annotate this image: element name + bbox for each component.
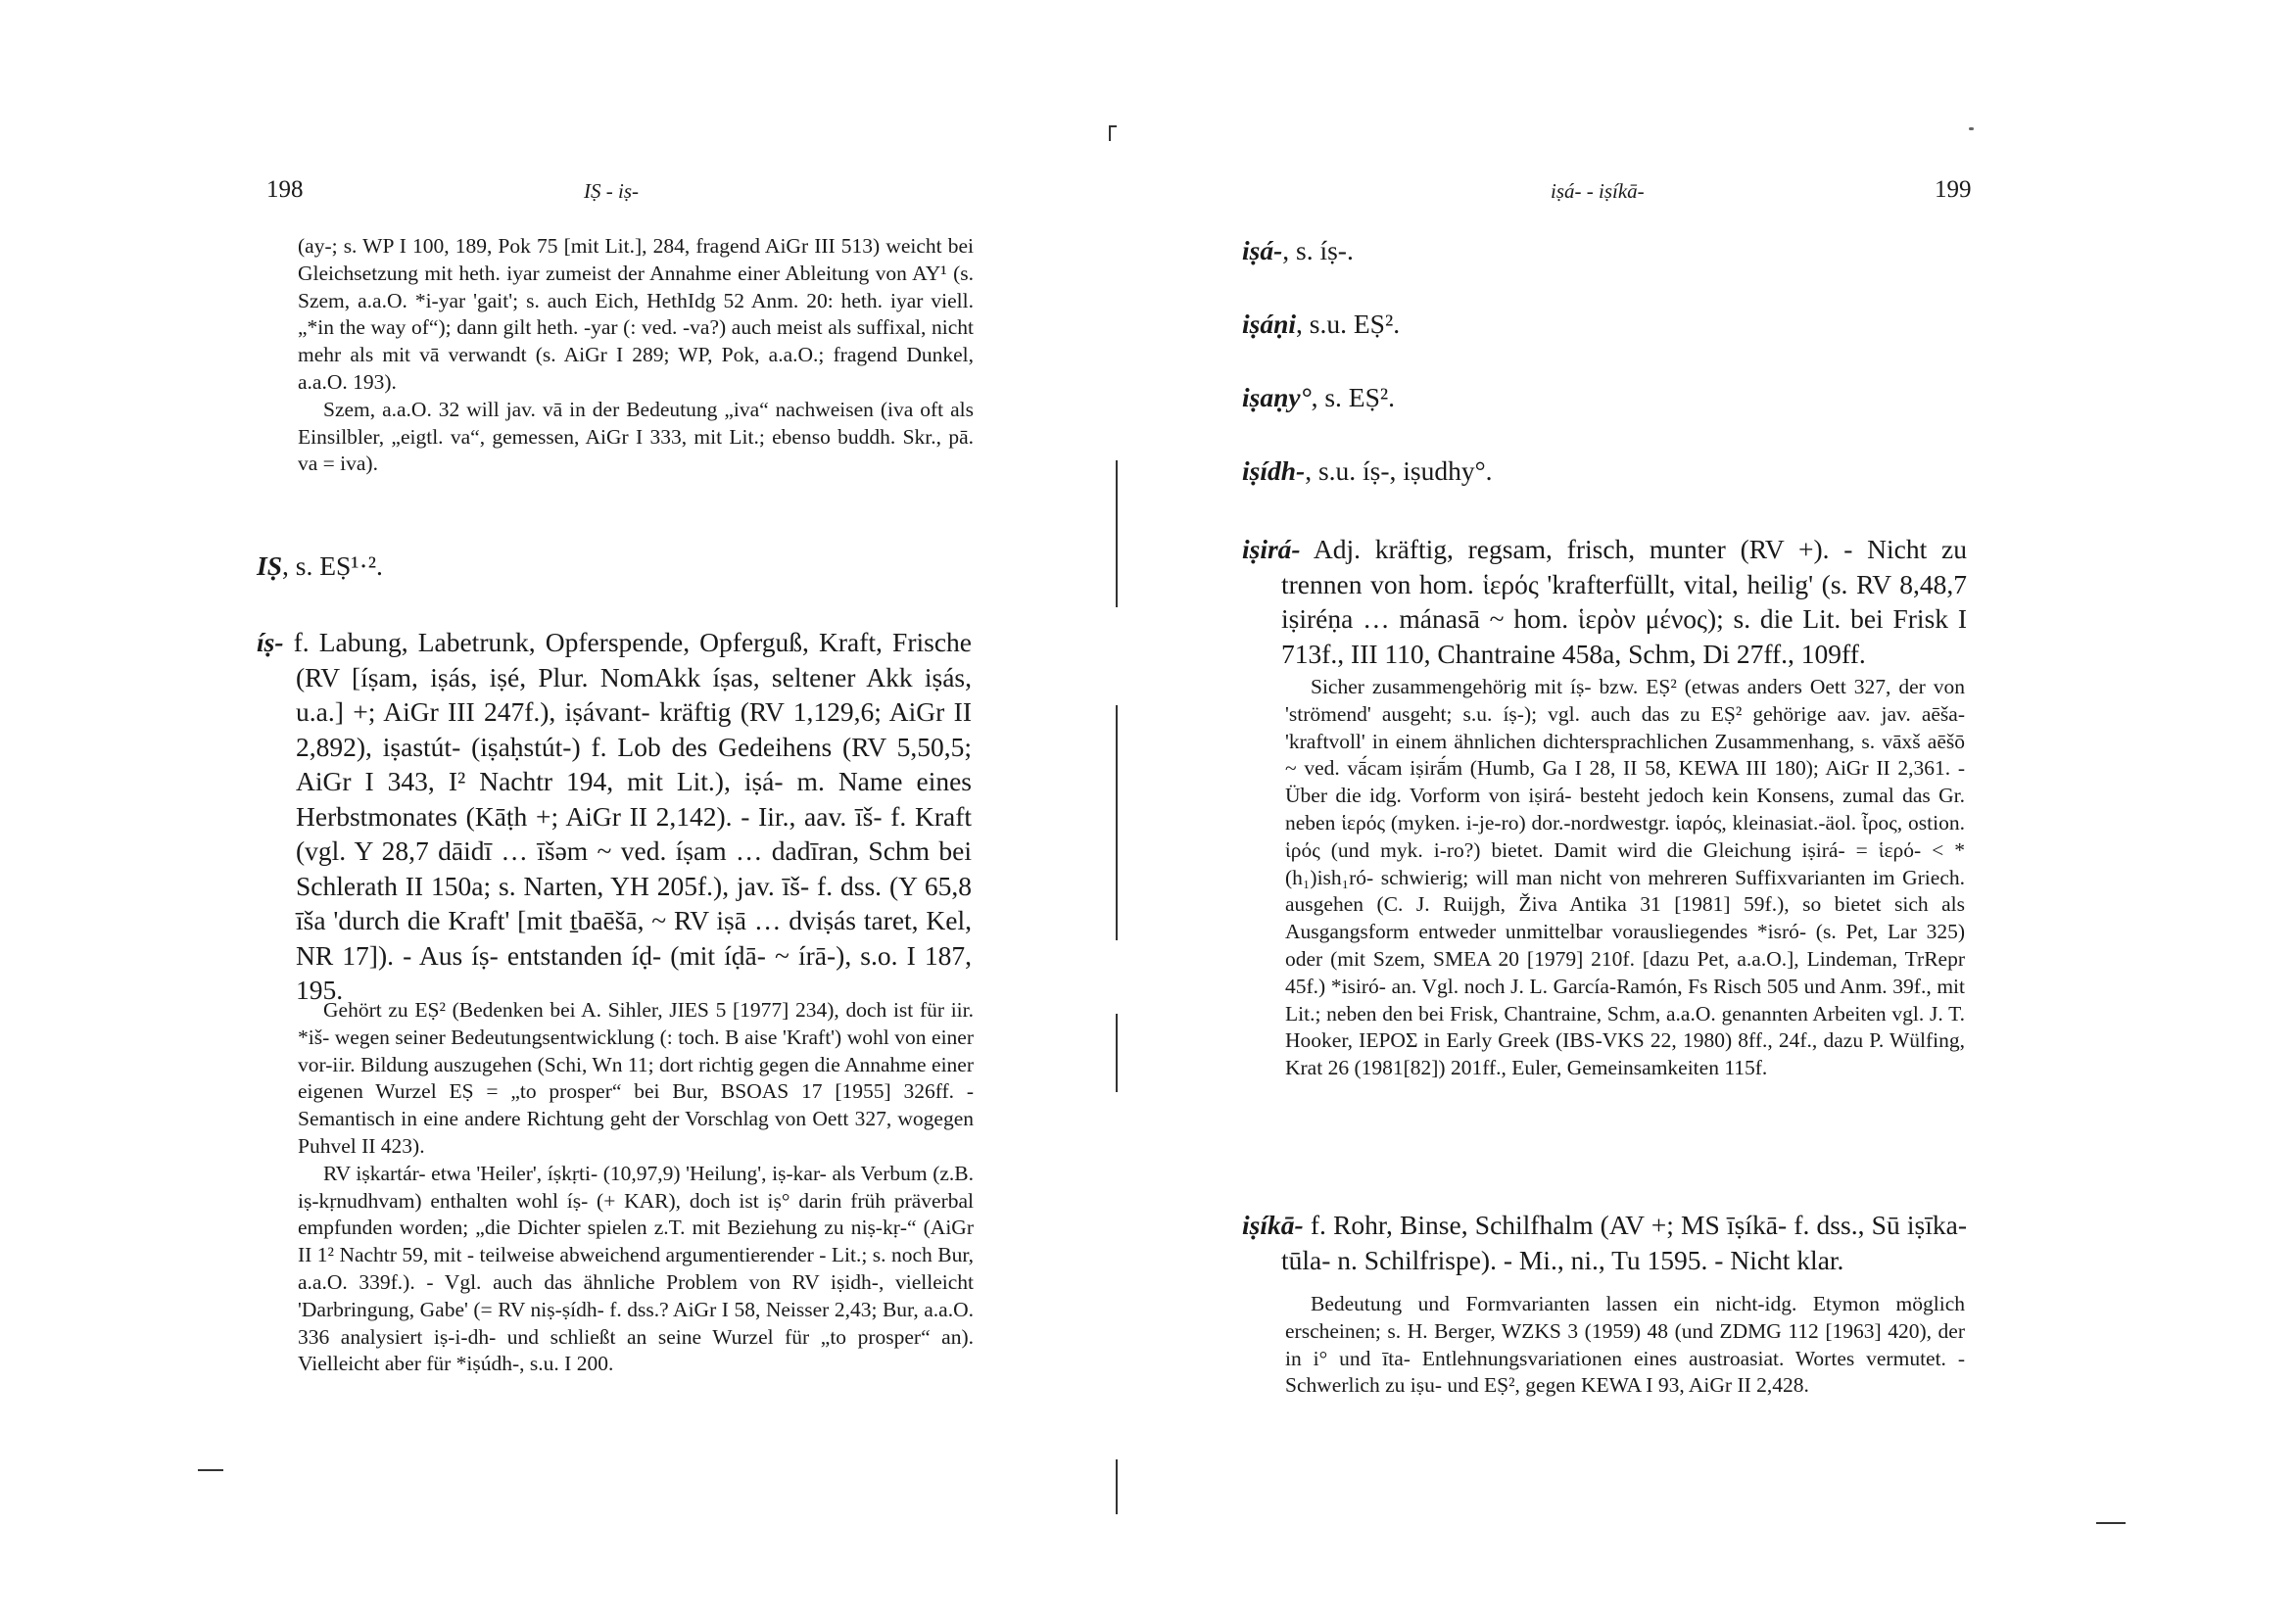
entry-isika [1242, 1208, 1967, 1277]
left-page [0, 0, 1126, 1622]
page-number: 199 [1935, 176, 1972, 203]
headword: IṢ [257, 550, 282, 581]
left-bottom-notes [298, 997, 974, 1378]
page-number: 198 [266, 176, 304, 203]
entry-text: , s. EṢ². [1311, 382, 1396, 412]
gutter-line [1116, 705, 1118, 940]
scan-mark [1969, 127, 1974, 130]
running-head: IṢ - iṣ- [584, 179, 639, 203]
entry-is [257, 625, 972, 1008]
headword: iṣáṇi [1242, 309, 1297, 339]
entry-isira [1242, 532, 1967, 671]
scan-mark [2096, 1522, 2126, 1524]
right-page [1126, 0, 2296, 1622]
headword: iṣídh- [1242, 455, 1306, 486]
gutter-line [1116, 460, 1118, 607]
running-head: iṣá- - iṣíkā- [1551, 179, 1645, 203]
scan-mark [198, 1469, 223, 1471]
entry-text: f. Rohr, Binse, Schilfhalm (AV +; MS īṣíkā- f. dss., Sū iṣīka-tūla- n. Schilfrispe). - Mi., ni., Tu 1595. - Nicht klar. [1281, 1210, 1967, 1275]
headword: íṣ- [257, 627, 284, 657]
entry-text: f. Labung, Labetrunk, Opferspende, Opferguß, Kraft, Frische (RV [íṣam, iṣás, iṣé, Plur. NomAkk íṣas, seltener Akk iṣás, u.a.] +; AiGr III 247f.), iṣávant- kräftig (RV 1,129,6; AiGr II 2,892), iṣastút- (iṣaḥstút-) f. Lob des Gedeihens (RV 5,50,5; AiGr I 343, I² Nachtr 194, mit Lit.), iṣá- m. Name eines Herbstmonates (Kāṭh +; AiGr II 2,142). - Iir., aav. īš- f. Kraft (vgl. Y 28,7 dāidī … īšəm ~ ved. íṣam … dadīran, Schm bei Schlerath II 150a; s. Narten, YH 205f.), jav. īš- f. dss. (Y 65,8 īša 'durch die Kraft' [mit ṯbaēšā, ~ RV iṣā … dviṣás taret, Kel, NR 17]). - Aus íṣ- entstanden íḍ- (mit íḍā- ~ írā-), s.o. I 187, 195. [283, 627, 972, 1005]
short-entry [1242, 453, 1967, 488]
entry-text: Adj. kräftig, regsam, frisch, munter (RV +). - Nicht zu trennen von hom. ἱερός 'krafterfüllt, vital, heilig' (s. RV 8,48,7 iṣiréṇa … mánasā ~ hom. ἱερὸν μένος); s. die Lit. bei Frisk I 713f., III 110, Chantraine 458a, Schm, Di 27ff., 109ff. [1281, 534, 1967, 669]
entry-text: , s. íṣ-. [1282, 235, 1354, 265]
short-entry [1242, 380, 1967, 414]
gutter-line [1116, 1459, 1118, 1514]
entry-is-cap [257, 549, 972, 583]
short-entry [1242, 233, 1967, 267]
short-entry [1242, 307, 1967, 341]
entry-text: , s. EṢ¹·². [282, 550, 383, 581]
note-paragraph: Bedeutung und Formvarianten lassen ein nicht-idg. Etymon möglich erscheinen; s. H. Berger, WZKS 3 (1959) 48 (und ZDMG 112 [1963] 420), der in i° und īta- Entlehnungsvariationen eines austroasiat. Wortes vermutet. - Schwerlich zu iṣu- und EṢ², gegen KEWA I 93, AiGr II 2,428. [1285, 1292, 1965, 1398]
entry-text: , s.u. íṣ-, iṣudhy°. [1305, 455, 1493, 486]
gutter-line [1116, 1014, 1118, 1092]
note-paragraph: Sicher zusammengehörig mit íṣ- bzw. EṢ² (etwas anders Oett 327, der von 'strömend' ausgeht; s.u. íṣ-); vgl. auch das zu EṢ² gehörige aav. jav. aēša- 'kraftvoll' in einem ähnlichen dichtersprachlichen Zusammenhang, s. vāxš aēšō ~ ved. vā́cam iṣirā́m (Humb, Ga I 28, II 58, KEWA III 180); AiGr II 2,361. - Über die idg. Vorform von iṣirá- besteht jedoch kein Konsens, zumal das Gr. neben ἱερός (myken. i-je-ro) dor.-nordwestgr. ἱαρός, kleinasiat.-äol. ἶρος, ostion. ἱρός (und myk. i-ro?) bietet. Damit wird die Gleichung iṣirá- = ἱερό- < *(h₁)ish₁ró- schwierig; will man nicht von mehreren Suffixvarianten im Griech. ausgehen (C. J. Ruijgh, Živa Antika 31 [1981] 59f.), so bietet sich als Ausgangsform entweder unmittelbar vorausliegendes *isró- (s. Pet, Lar 325) oder (mit Szem, SMEA 20 [1979] 210f. [dazu Pet, a.a.O.], Lindeman, TrRepr 45f.) *isiró- an. Vgl. noch J. L. García-Ramón, Fs Risch 505 und Anm. 39f., mit Lit.; neben den bei Frisk, Chantraine, Schm, a.a.O. genannten Arbeiten vgl. J. T. Hooker, ΙΕΡΟΣ in Early Greek (IBS-VKS 22, 1980) 8ff., 24f., dazu P. Wülfing, Krat 26 (1981[82]) 201ff., Euler, Gemeinsamkeiten 115f. [1285, 675, 1965, 1080]
gutter-mark [1109, 125, 1117, 127]
headword: iṣá- [1242, 235, 1283, 265]
isira-note [1285, 674, 1965, 1082]
left-top-notes [298, 233, 974, 478]
isika-note [1285, 1291, 1965, 1400]
gutter-mark [1109, 125, 1111, 141]
headword: iṣaṇy° [1242, 382, 1312, 412]
entry-text: , s.u. EṢ². [1296, 309, 1401, 339]
note-paragraph: RV iṣkartár- etwa 'Heiler', íṣkṛti- (10,97,9) 'Heilung', iṣ-kar- als Verbum (z.B. iṣ-kṛnudhvam) enthalten wohl íṣ- (+ KAR), doch ist iṣ° darin früh präverbal empfunden worden; „die Dichter spielen z.T. mit Beziehung zu niṣ-kṛ-“ (AiGr II 1² Nachtr 59, mit - teilweise abweichend argumentierender - Lit.; s. noch Bur, a.a.O. 339f.). - Vgl. auch das ähnliche Problem von RV iṣidh-, vielleicht 'Darbringung, Gabe' (= RV niṣ-ṣídh- f. dss.? AiGr I 58, Neisser 2,43; Bur, a.a.O. 336 analysiert iṣ-i-dh- und schließt an seine Wurzel für „to prosper“ an). Vielleicht aber für *iṣúdh-, s.u. I 200. [298, 1161, 974, 1376]
note-paragraph: Szem, a.a.O. 32 will jav. vā in der Bedeutung „iva“ nachweisen (iva oft als Einsilbler, „eigtl. va“, gemessen, AiGr I 333, mit Lit.; ebenso buddh. Skr., pā. va = iva). [298, 397, 974, 476]
short-entries [1242, 233, 1967, 488]
headword: iṣíkā- [1242, 1210, 1304, 1240]
note-paragraph: (ay-; s. WP I 100, 189, Pok 75 [mit Lit.], 284, fragend AiGr III 513) weicht bei Gleichsetzung mit heth. iyar zumeist der Annahme einer Ableitung von AY¹ (s. Szem, a.a.O. *i-yar 'gait'; s. auch Eich, HethIdg 52 Anm. 20: heth. iyar viell. „*in the way of“); dann gilt heth. -yar (: ved. -va?) auch meist als suffixal, nicht mehr als mit vā verwandt (s. AiGr I 289; WP, Pok, a.a.O.; fragend Dunkel, a.a.O. 193). [298, 234, 974, 394]
note-paragraph: Gehört zu EṢ² (Bedenken bei A. Sihler, JIES 5 [1977] 234), doch ist für iir. *iš- wegen seiner Bedeutungsentwicklung (: toch. B aise 'Kraft') wohl von einer vor-iir. Bildung auszugehen (Schi, Wn 11; dort richtig gegen die Annahme einer eigenen Wurzel EṢ = „to prosper“ bei Bur, BSOAS 17 [1955] 326ff. - Semantisch in eine andere Richtung geht der Vorschlag von Oett 327, wogegen Puhvel II 423). [298, 998, 974, 1158]
headword: iṣirá- [1242, 534, 1301, 564]
